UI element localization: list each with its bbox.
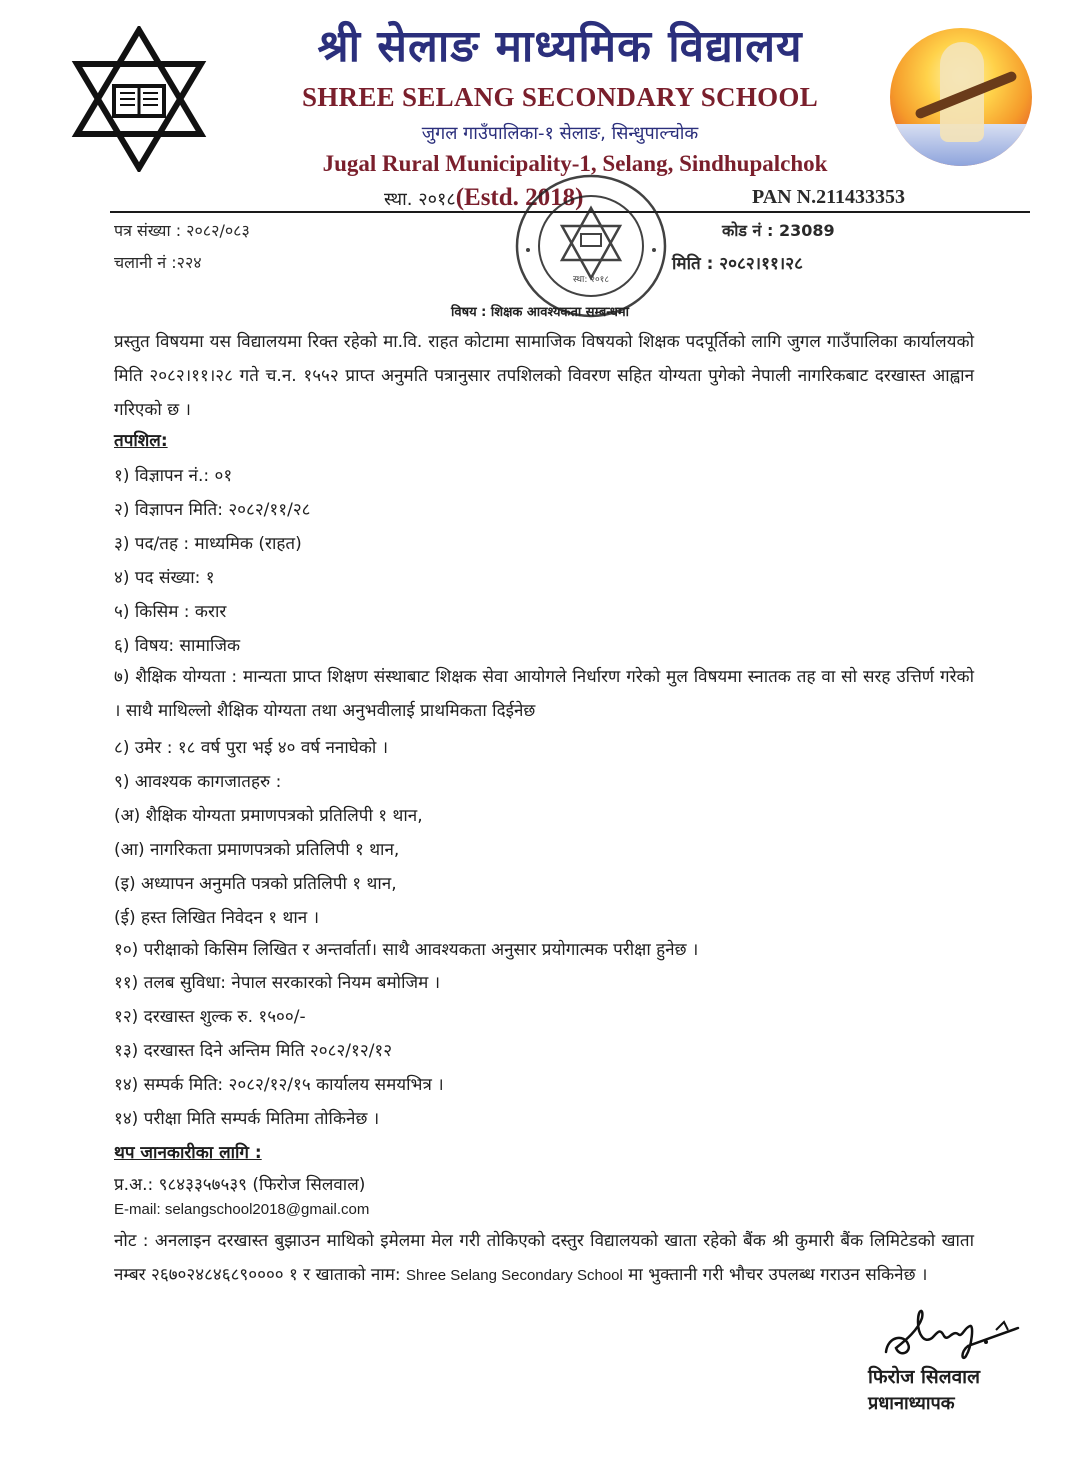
detail-item: ५) किसिम : करार <box>114 602 227 622</box>
detail-item: १४) सम्पर्क मिति: २०८२/१२/१५ कार्यालय समयभित्र । <box>114 1075 444 1095</box>
detail-item: १३) दरखास्त दिने अन्तिम मिति २०८२/१२/१२ <box>114 1041 393 1061</box>
stamp-center-text: स्था: २०१८ <box>572 275 610 285</box>
contact-heading: थप जानकारीका लागि : <box>114 1143 262 1163</box>
pan-number: PAN N.211433353 <box>752 186 905 208</box>
contact-email: E-mail: selangschool2018@gmail.com <box>114 1201 370 1218</box>
detail-item: १०) परीक्षाको किसिम लिखित र अन्तर्वार्ता। साथै आवश्यकता अनुसार प्रयोगात्मक परीक्षा हुनेछ । <box>114 940 699 960</box>
dispatch-number: चलानी नं :२२४ <box>114 253 202 272</box>
subject-line: विषय : शिक्षक आवश्यकता सम्बन्धमा <box>451 305 629 320</box>
details-heading: तपशिल: <box>114 431 168 451</box>
contact-phone: प्र.अ.: ९८४३३५७५३९ (फिरोज सिलवाल) <box>114 1175 366 1195</box>
note-paragraph <box>114 1224 974 1293</box>
document-item: (इ) अध्यापन अनुमति पत्रको प्रतिलिपी १ थान, <box>114 874 397 894</box>
established-nepali: स्था. २०१८ <box>384 189 456 210</box>
signatory-name: फिरोज सिलवाल <box>868 1366 980 1388</box>
address-nepali: जुगल गाउँपालिका-१ सेलाङ, सिन्धुपाल्चोक <box>421 123 699 144</box>
account-name: Shree Selang Secondary School <box>406 1267 623 1284</box>
note-text-part2: मा भुक्तानी गरी भौचर उपलब्ध गराउन सकिनेछ । <box>622 1265 928 1285</box>
document-item: (अ) शैक्षिक योग्यता प्रमाणपत्रको प्रतिलिपी १ थान, <box>114 806 423 826</box>
document-item: (आ) नागरिकता प्रमाणपत्रको प्रतिलिपी १ थान, <box>114 840 400 860</box>
letter-date: मिति : २०८२।११।२८ <box>672 254 803 274</box>
detail-item: ४) पद संख्या: १ <box>114 568 215 588</box>
signature-icon <box>878 1300 1028 1366</box>
detail-item: ११) तलब सुविधा: नेपाल सरकारको नियम बमोजिम । <box>114 973 441 993</box>
school-code: कोड नं : 23089 <box>722 221 835 240</box>
qualification-item: ७) शैक्षिक योग्यता : मान्यता प्राप्त शिक्षण संस्थाबाट शिक्षक सेवा आयोगले निर्धारण गरेको मुल विषयमा स्नातक तह वा सो सरह उत्तिर्ण गरेको । साथै माथिल्लो शैक्षिक योग्यता तथा अनुभवीलाई प्राथमिकता दिईनेछ <box>114 667 974 721</box>
document-item: (ई) हस्त लिखित निवेदन १ थान । <box>114 908 320 928</box>
detail-item: १४) परीक्षा मिति सम्पर्क मितिमा तोकिनेछ । <box>114 1109 380 1129</box>
school-name-nepali: श्री सेलाङ माध्यमिक विद्यालय <box>317 21 803 72</box>
detail-item: ३) पद/तह : माध्यमिक (राहत) <box>114 534 302 554</box>
age-item: ८) उमेर : १८ वर्ष पुरा भई ४० वर्ष ननाघेको । <box>114 738 389 758</box>
intro-paragraph: प्रस्तुत विषयमा यस विद्यालयमा रिक्त रहेको मा.वि. राहत कोटामा सामाजिक विषयको शिक्षक पदपूर्तिको लागि जुगल गाउँपालिका कार्यालयको मिति २०८२।११।२८ गते च.न. १५५२ प्राप्त अनुमति पत्रानुसार तपशिलको विवरण सहित योग्यता पुगेको नेपाली नागरिकबाट दरखास्त आह्वान गरिएको छ । <box>114 332 974 420</box>
established-english: (Estd. 2018) <box>455 184 584 211</box>
note-text-part1: नोट : अनलाइन दरखास्त बुझाउन माथिको इमेलमा मेल गरी तोकिएको दस्तुर विद्यालयको खाता रहेको बैंक श्री कुमारी बैंक लिमिटेडको खाता नम्बर २६७०२४८४६८९०००० १ र खाताको नाम: <box>114 1231 974 1285</box>
school-seal-stamp-icon <box>512 168 670 320</box>
detail-item: २) विज्ञापन मिति: २०८२/११/२८ <box>114 500 311 520</box>
detail-item: ६) विषय: सामाजिक <box>114 636 241 656</box>
school-name-english: SHREE SELANG SECONDARY SCHOOL <box>301 82 819 112</box>
signatory-title: प्रधानाध्यापक <box>868 1393 955 1414</box>
documents-heading: ९) आवश्यक कागजातहरु : <box>114 772 282 792</box>
letter-number: पत्र संख्या : २०८२/०८३ <box>114 221 250 240</box>
star-book-emblem-icon <box>66 26 212 172</box>
detail-item: १२) दरखास्त शुल्क रु. १५००/- <box>114 1007 306 1027</box>
address-english: Jugal Rural Municipality-1, Selang, Sindhupalchok <box>322 151 828 176</box>
saraswati-emblem-icon <box>890 28 1032 166</box>
detail-item: १) विज्ञापन नं.: ०१ <box>114 466 233 486</box>
